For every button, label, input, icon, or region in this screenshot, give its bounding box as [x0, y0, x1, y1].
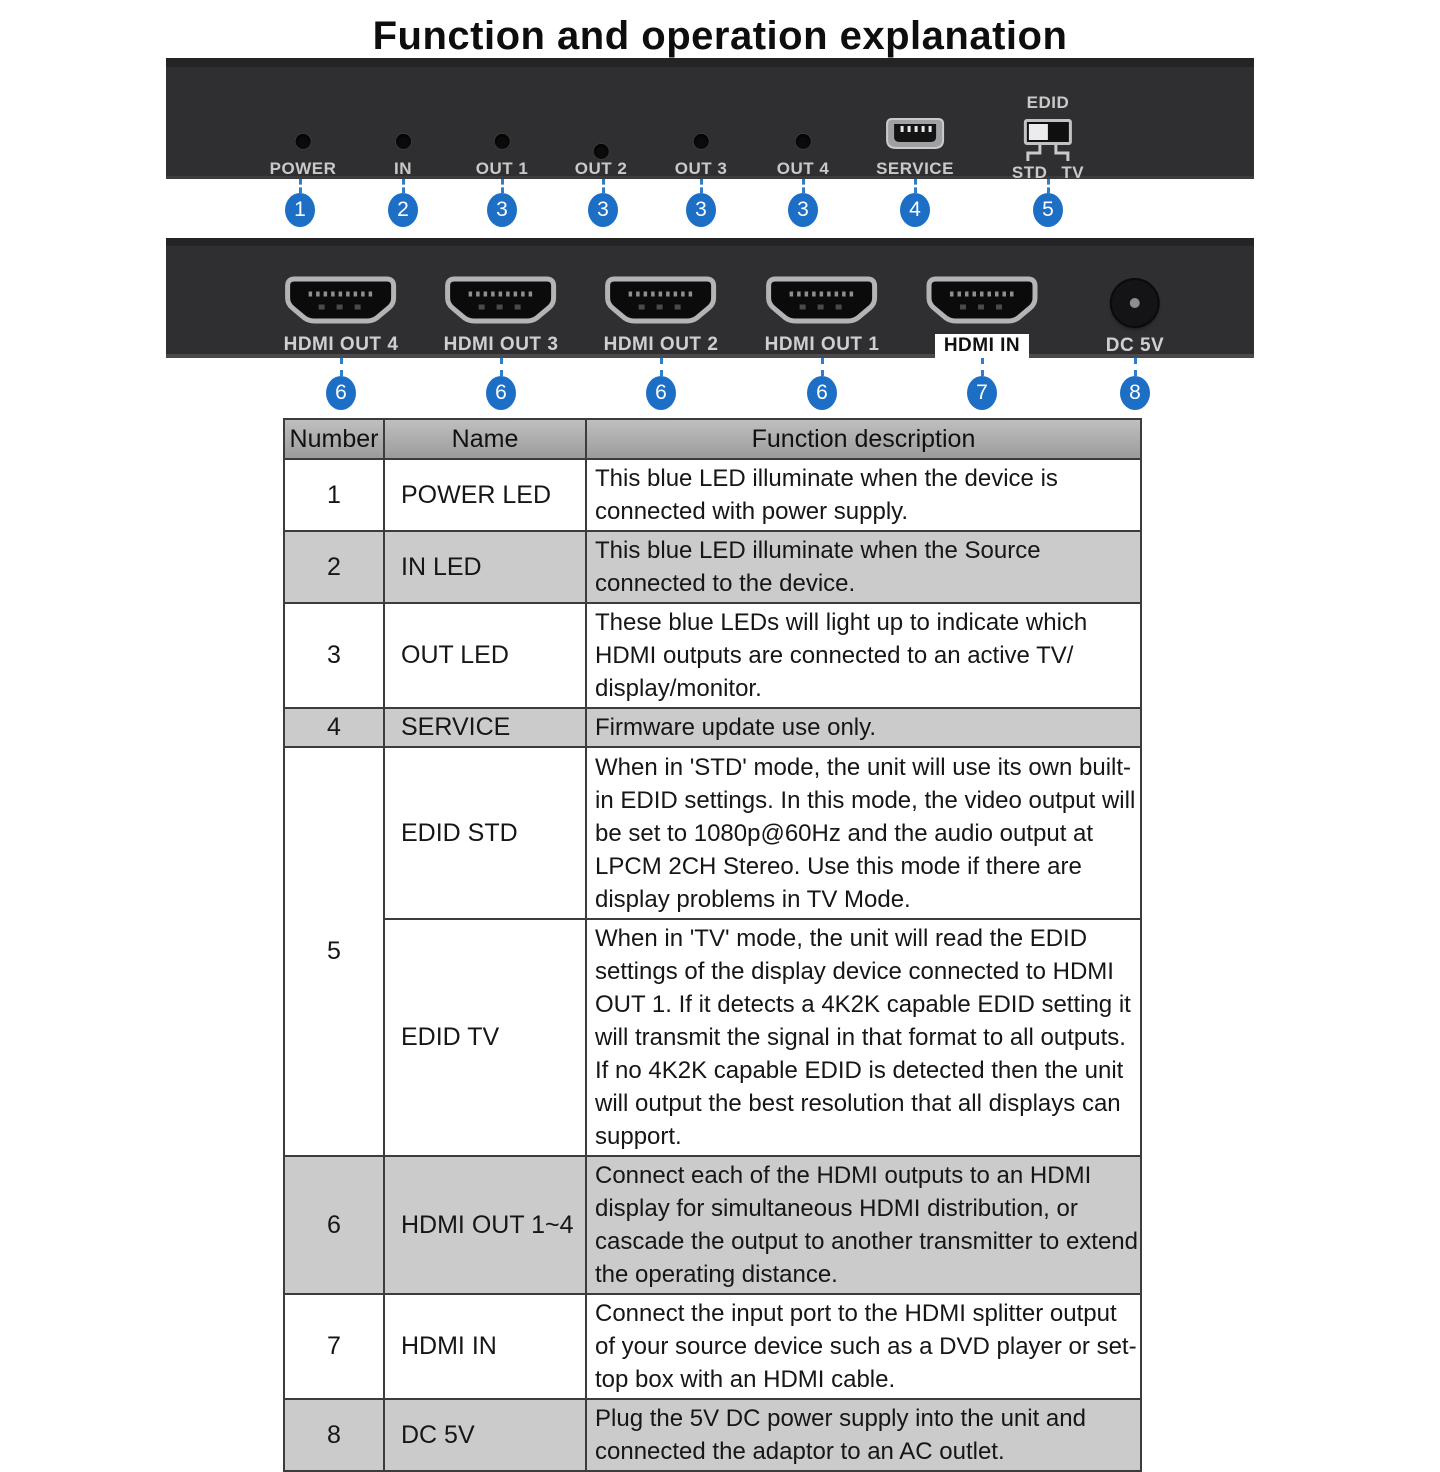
row-name: OUT LED — [384, 603, 586, 708]
row-name: EDID STD — [384, 747, 586, 919]
callout-dash-line — [602, 179, 605, 193]
row-number: 8 — [284, 1399, 384, 1471]
row-name: HDMI IN — [384, 1294, 586, 1399]
led-out1 — [476, 134, 529, 179]
callout-in — [386, 179, 420, 227]
callout-dash-line — [1047, 179, 1050, 193]
callout-hdmi-in — [965, 358, 999, 410]
port-hdmi-out3 — [444, 276, 559, 356]
hdmi-out2-label: HDMI OUT 2 — [603, 334, 719, 355]
in-led-label: IN — [394, 159, 412, 178]
hdmi-out3-label: HDMI OUT 3 — [443, 334, 559, 355]
back-panel — [166, 238, 1254, 358]
row-name: IN LED — [384, 531, 586, 603]
row-description: When in 'TV' mode, the unit will read the EDID settings of the display device connected to HDMI OUT 1. If it detects a 4K2K capable EDID setting it will transmit the signal in that format to all outputs. If no 4K2K capable EDID is detected then the unit will output the best resolution that all displays can support. — [586, 919, 1141, 1156]
table-row-hdmi-in — [284, 1294, 1141, 1399]
row-number: 5 — [284, 747, 384, 1156]
row-number: 4 — [284, 708, 384, 747]
out1-led-icon — [495, 134, 510, 149]
row-description: Firmware update use only. — [586, 708, 1141, 747]
edid-switch-knob — [1029, 124, 1048, 140]
edid-std-label: STD — [1011, 163, 1048, 182]
callout-number: 5 — [1033, 193, 1063, 227]
callout-number: 6 — [646, 376, 676, 410]
callout-out4 — [786, 179, 820, 227]
row-name: EDID TV — [384, 919, 586, 1156]
port-hdmi-out4 — [284, 276, 399, 356]
row-number: 1 — [284, 459, 384, 531]
row-description: This blue LED illuminate when the Source connected to the device. — [586, 531, 1141, 603]
port-hdmi-out1 — [765, 276, 880, 356]
callout-number: 8 — [1120, 376, 1150, 410]
callout-dc-5v — [1118, 358, 1152, 410]
out4-led-label: OUT 4 — [776, 159, 830, 178]
callout-number: 6 — [486, 376, 516, 410]
port-hdmi-in — [926, 276, 1038, 359]
row-name: POWER LED — [384, 459, 586, 531]
callout-dash-line — [660, 358, 663, 376]
function-table — [283, 418, 1142, 1472]
led-power — [270, 134, 337, 179]
callout-number: 7 — [967, 376, 997, 410]
row-number: 7 — [284, 1294, 384, 1399]
led-in — [394, 134, 412, 179]
row-number: 6 — [284, 1156, 384, 1294]
callout-hdmi-out3 — [484, 358, 518, 410]
callout-number: 3 — [487, 193, 517, 227]
dc-jack-icon — [1112, 280, 1158, 326]
hdmi-port-icon — [285, 276, 397, 330]
row-description: Connect the input port to the HDMI splitter output of your source device such as a DVD player or set-top box with an HDMI cable. — [586, 1294, 1141, 1399]
front-panel — [166, 58, 1254, 182]
callout-dash-line — [299, 179, 302, 193]
table-row-in-led — [284, 531, 1141, 603]
row-description: Plug the 5V DC power supply into the unit and connected the adaptor to an AC outlet. — [586, 1399, 1141, 1471]
callout-dash-line — [981, 358, 984, 376]
dc-jack-pin — [1130, 298, 1140, 308]
callout-number: 3 — [686, 193, 716, 227]
led-out3 — [675, 134, 728, 179]
page-title: Function and operation explanation — [372, 14, 1068, 58]
callout-dash-line — [821, 358, 824, 376]
row-description: When in 'STD' mode, the unit will use its own built-in EDID settings. In this mode, the video output will be set to 1080p@60Hz and the audio output at LPCM 2CH Stereo. Use this mode if there are display problems in TV Mode. — [586, 747, 1141, 919]
service-port — [876, 116, 954, 179]
callout-number: 1 — [285, 193, 315, 227]
callout-number: 4 — [900, 193, 930, 227]
edid-switch — [1024, 119, 1072, 145]
col-header-number: Number — [284, 419, 384, 459]
callout-dash-line — [340, 358, 343, 376]
callout-hdmi-out1 — [805, 358, 839, 410]
callout-hdmi-out2 — [644, 358, 678, 410]
row-description: These blue LEDs will light up to indicate which HDMI outputs are connected to an active TV/ display/monitor. — [586, 603, 1141, 708]
out4-led-icon — [796, 134, 811, 149]
power-led-label: POWER — [269, 159, 337, 178]
callout-number: 2 — [388, 193, 418, 227]
callout-number: 6 — [807, 376, 837, 410]
out2-led-label: OUT 2 — [574, 159, 628, 178]
hdmi-out1-label: HDMI OUT 1 — [764, 334, 880, 355]
callout-dash-line — [914, 179, 917, 193]
row-number: 3 — [284, 603, 384, 708]
row-number: 2 — [284, 531, 384, 603]
row-description: This blue LED illuminate when the device is connected with power supply. — [586, 459, 1141, 531]
out1-led-label: OUT 1 — [475, 159, 529, 178]
table-row-hdmi-out — [284, 1156, 1141, 1294]
col-header-description: Function description — [586, 419, 1141, 459]
callout-service — [898, 179, 932, 227]
callout-dash-line — [500, 358, 503, 376]
callout-number: 6 — [326, 376, 356, 410]
hdmi-port-icon — [605, 276, 717, 330]
callout-power — [283, 179, 317, 227]
callout-dash-line — [802, 179, 805, 193]
table-row-out-led — [284, 603, 1141, 708]
callout-dash-line — [700, 179, 703, 193]
power-led-icon — [295, 134, 310, 149]
callout-number: 3 — [588, 193, 618, 227]
port-dc-5v — [1106, 280, 1164, 357]
dc-5v-label: DC 5V — [1105, 335, 1165, 356]
callout-dash-line — [1134, 358, 1137, 376]
hdmi-port-icon — [445, 276, 557, 330]
switch-bracket-icon — [1024, 145, 1072, 163]
port-hdmi-out2 — [604, 276, 719, 356]
service-label: SERVICE — [876, 159, 954, 178]
table-row-edid-tv — [284, 919, 1141, 1156]
callout-dash-line — [402, 179, 405, 193]
row-name: SERVICE — [384, 708, 586, 747]
led-out4 — [777, 134, 830, 179]
row-name: HDMI OUT 1~4 — [384, 1156, 586, 1294]
out3-led-label: OUT 3 — [674, 159, 728, 178]
hdmi-in-label: HDMI IN — [935, 334, 1029, 359]
led-out2 — [575, 134, 628, 179]
edid-title: EDID — [1026, 93, 1070, 112]
callout-hdmi-out4 — [324, 358, 358, 410]
col-header-name: Name — [384, 419, 586, 459]
callout-out3 — [684, 179, 718, 227]
edid-switch-group — [1012, 93, 1084, 183]
edid-tv-label: TV — [1061, 163, 1085, 182]
table-row-dc-5v — [284, 1399, 1141, 1471]
callout-out1 — [485, 179, 519, 227]
row-name: DC 5V — [384, 1399, 586, 1471]
table-row-power-led — [284, 459, 1141, 531]
row-description: Connect each of the HDMI outputs to an HDMI display for simultaneous HDMI distribution, or cascade the output to another transmitter to extend the operating distance. — [586, 1156, 1141, 1294]
mini-usb-icon — [884, 116, 946, 154]
table-row-edid-std — [284, 747, 1141, 919]
table-row-service — [284, 708, 1141, 747]
callout-number: 3 — [788, 193, 818, 227]
callout-dash-line — [501, 179, 504, 193]
hdmi-out4-label: HDMI OUT 4 — [283, 334, 399, 355]
hdmi-port-icon — [926, 276, 1038, 330]
table-header-row — [284, 419, 1141, 459]
in-led-icon — [396, 134, 411, 149]
out3-led-icon — [694, 134, 709, 149]
hdmi-port-icon — [766, 276, 878, 330]
callout-out2 — [586, 179, 620, 227]
out2-led-icon — [594, 144, 609, 159]
callout-edid — [1031, 179, 1065, 227]
